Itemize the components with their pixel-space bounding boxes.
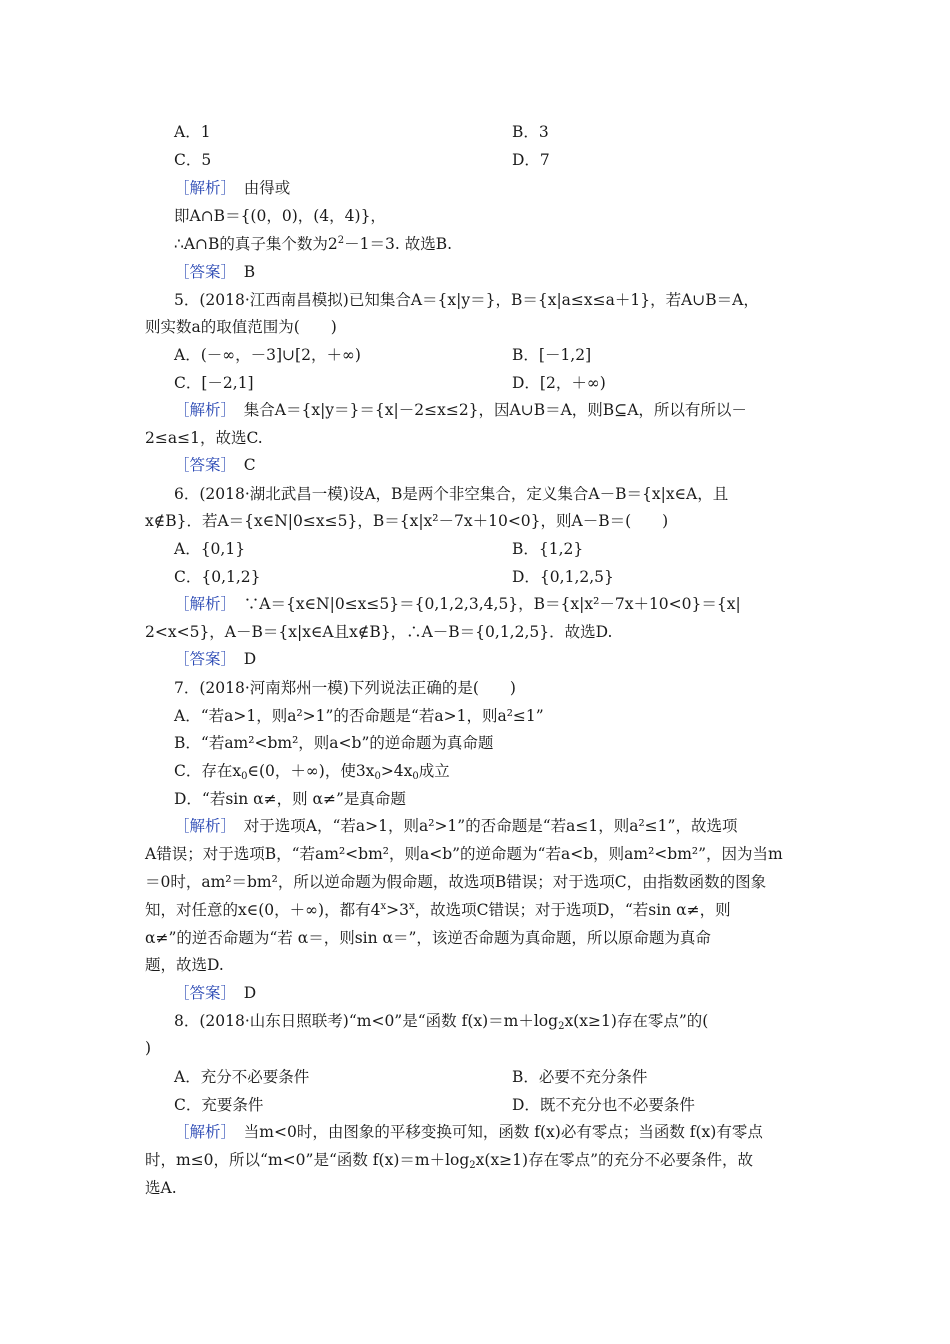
q6-option-c: C．{0,1,2}	[174, 568, 261, 586]
analysis-tag: ［解析］	[174, 595, 229, 613]
q8-analysis-text-2b: x(x≥1)存在零点”的充分不必要条件，故	[475, 1151, 754, 1169]
q5-stem-line-2: 则实数a的取值范围为( )	[145, 318, 337, 336]
q7-answer-line	[174, 979, 256, 1007]
q7-analysis-line-6: 题，故选D.	[145, 956, 224, 974]
q4-answer-line	[174, 258, 255, 286]
q7-analysis-line-4	[145, 896, 731, 924]
q4-option-c: C．5	[174, 151, 212, 169]
q8-option-a: A．充分不必要条件	[174, 1068, 310, 1086]
q5-answer: C	[243, 456, 256, 474]
q5-analysis-line-1	[174, 396, 747, 424]
q5-option-d: D．[2，＋∞)	[512, 374, 606, 392]
q7-stem: 7．(2018·河南郑州一模)下列说法正确的是( )	[174, 679, 516, 697]
q6-stem-line-1: 6．(2018·湖北武昌一模)设A，B是两个非空集合，定义集合A－B＝{x|x∈A，且	[174, 485, 729, 503]
q8-stem-text-1b: x(x≥1)存在零点”的(	[564, 1012, 709, 1030]
q7-option-c-sub-1: 0	[241, 771, 248, 782]
q7-option-c	[174, 757, 450, 785]
q4-analysis-text-1: 由得或	[243, 179, 291, 197]
q5-analysis-text-1: 集合A＝{x|y＝}＝{x|－2≤x≤2}，因A∪B＝A，则B⊆A，所以有所以－	[243, 401, 747, 419]
q6-stem-line-2: x∉B}．若A＝{x∈N|0≤x≤5}，B＝{x|x²－7x＋10<0}，则A－B＝( )	[145, 512, 669, 530]
q4-analysis-line-1	[174, 174, 290, 202]
q7-option-c-text-1: C．存在x	[174, 762, 242, 780]
q6-answer-line	[174, 645, 256, 673]
q8-option-d: D．既不充分也不必要条件	[512, 1096, 695, 1114]
q8-analysis-text-2a: 时，m≤0，所以“m<0”是“函数 f(x)＝m＋log	[145, 1151, 470, 1169]
answer-tag: ［答案］	[174, 650, 229, 668]
q7-analysis-line-2: A错误；对于选项B，“若am²<bm²，则a<b”的逆命题为“若a<b，则am²<bm²”，因为当m	[145, 845, 783, 863]
q7-analysis-line-1	[174, 812, 737, 840]
q4-analysis-line-2: 即A∩B＝{(0，0)，(4，4)}，	[174, 207, 386, 225]
q6-answer: D	[243, 650, 257, 668]
q7-analysis-line-3: ＝0时，am²＝bm²，所以逆命题为假命题，故选项B错误；对于选项C，由指数函数的图象	[145, 873, 767, 891]
q5-analysis-line-2: 2≤a≤1，故选C.	[145, 429, 263, 447]
q7-analysis-text-1: 对于选项A，“若a>1，则a²>1”的否命题是“若a≤1，则a²≤1”，故选项	[243, 817, 738, 835]
q4-analysis-text-3b: －1＝3. 故选B.	[344, 235, 453, 253]
q6-analysis-text-1: ∵A＝{x∈N|0≤x≤5}＝{0,1,2,3,4,5}，B＝{x|x²－7x＋10<0}＝{x|	[243, 595, 741, 613]
q5-answer-line	[174, 451, 256, 479]
q7-analysis-exp-1: x	[380, 901, 387, 912]
q7-analysis-text-4b: >3	[386, 901, 409, 919]
q4-answer: B	[243, 263, 256, 281]
q4-analysis-line-3	[174, 230, 452, 258]
analysis-tag: ［解析］	[174, 1123, 229, 1141]
answer-tag: ［答案］	[174, 456, 229, 474]
q7-option-d: D．“若sin α≠，则 α≠”是真命题	[174, 790, 406, 808]
q8-stem-log-base: 2	[558, 1021, 565, 1032]
q8-option-c: C．充要条件	[174, 1096, 264, 1114]
q8-option-b: B．必要不充分条件	[512, 1068, 648, 1086]
q7-option-c-text-4: 成立	[418, 762, 450, 780]
q7-option-a: A．“若a>1，则a²>1”的否命题是“若a>1，则a²≤1”	[174, 707, 544, 725]
q7-answer: D	[243, 984, 257, 1002]
q5-option-c: C．[－2,1]	[174, 374, 254, 392]
answer-tag: ［答案］	[174, 984, 229, 1002]
q7-analysis-text-4c: ，故选项C错误；对于选项D，“若sin α≠，则	[414, 901, 731, 919]
q7-option-b: B．“若am²<bm²，则a<b”的逆命题为真命题	[174, 734, 494, 752]
q4-option-b: B．3	[512, 123, 549, 141]
q7-option-c-text-3: >4x	[380, 762, 413, 780]
q6-analysis-line-1	[174, 590, 741, 618]
q6-option-b: B．{1,2}	[512, 540, 584, 558]
q7-analysis-text-4a: 知，对任意的x∈(0，＋∞)，都有4	[145, 901, 381, 919]
q8-analysis-line-3: 选A.	[145, 1179, 177, 1197]
q8-stem-line-2: )	[145, 1039, 152, 1057]
q4-analysis-text-3a: ∴A∩B的真子集个数为2	[174, 235, 338, 253]
q8-analysis-text-1: 当m<0时，由图象的平移变换可知，函数 f(x)必有零点；当函数 f(x)有零点	[243, 1123, 763, 1141]
q6-option-a: A．{0,1}	[174, 540, 246, 558]
q4-analysis-exponent: 2	[337, 235, 345, 246]
q4-option-d: D．7	[512, 151, 550, 169]
analysis-tag: ［解析］	[174, 817, 229, 835]
q8-stem-line-1	[174, 1007, 708, 1035]
q4-option-a: A．1	[174, 123, 211, 141]
q7-option-c-text-2: ∈(0，＋∞)，使3x	[247, 762, 375, 780]
q8-stem-text-1a: 8．(2018·山东日照联考)“m<0”是“函数 f(x)＝m＋log	[174, 1012, 559, 1030]
q8-analysis-line-1	[174, 1118, 763, 1146]
q6-analysis-line-2: 2<x<5}，A－B＝{x|x∈A且x∉B}，∴A－B＝{0,1,2,5}．故选D.	[145, 623, 613, 641]
q7-analysis-exp-2: x	[408, 901, 415, 912]
q8-analysis-log-base: 2	[469, 1160, 476, 1171]
q5-option-a: A．(－∞，－3]∪[2，＋∞)	[174, 346, 361, 364]
q5-stem-line-1: 5．(2018·江西南昌模拟)已知集合A＝{x|y＝}，B＝{x|a≤x≤a＋1}，若A∪B＝A，	[174, 291, 759, 309]
q8-analysis-line-2	[145, 1146, 753, 1174]
analysis-tag: ［解析］	[174, 401, 229, 419]
analysis-tag: ［解析］	[174, 179, 229, 197]
answer-tag: ［答案］	[174, 263, 229, 281]
q7-option-c-sub-3: 0	[412, 771, 419, 782]
q7-analysis-line-5: α≠”的逆否命题为“若 α＝，则sin α＝”，该逆否命题为真命题，所以原命题为真命	[145, 929, 711, 947]
q5-option-b: B．[－1,2]	[512, 346, 592, 364]
q7-option-c-sub-2: 0	[374, 771, 381, 782]
q6-option-d: D．{0,1,2,5}	[512, 568, 614, 586]
